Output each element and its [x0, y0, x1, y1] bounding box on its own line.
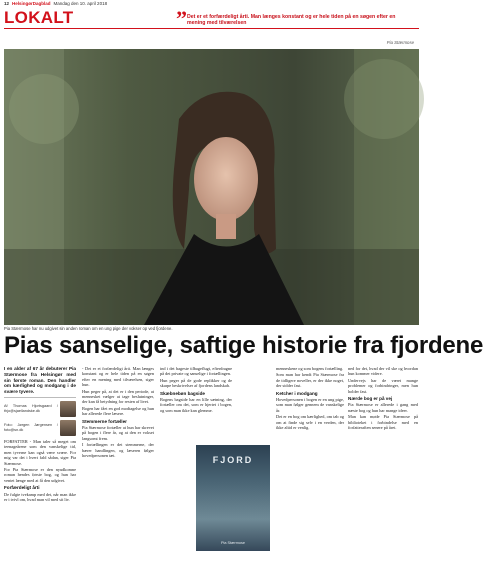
page-topbar	[0, 0, 423, 7]
paragraph: ned for det, hvad der vil ske og hvordan hun kommer videre.	[348, 366, 418, 377]
quote-source: Pia Stærmose	[386, 40, 414, 45]
article-column-3	[160, 366, 232, 414]
photo-caption: Pia Stærmose har nu udgivet sin anden roman om en ung pige der vokser op ved fjordene.	[4, 326, 173, 331]
portrait-photo	[4, 49, 419, 325]
byline-writer-text: Af Thomas Hjortsgaard / thjo@sjaellandske.dk	[4, 404, 58, 413]
subheading: Nærde bog er på vej	[348, 396, 393, 402]
photographer-avatar	[60, 420, 76, 436]
subheading: Stemmerne fortæller	[82, 418, 127, 424]
issue-date: Mandag den 10. april 2018	[53, 1, 108, 6]
section-title: LOKALT	[4, 8, 74, 27]
paragraph: FORFATTER - Man taler så meget om teenageårene som den vanskelige tid, men tyverne kan også være svære. For mig var det i hvert fald sådan, siger Pia Stærmose.	[4, 438, 76, 466]
paragraph: menneskene og som bogens fortælling.	[276, 366, 344, 371]
paragraph: Pia Stærmose er allerede i gang med næste bog og hun har mange ideer.	[348, 402, 418, 413]
byline-photographer-text: Foto: Jørgen Jørgensen / foto@sn.dk	[4, 423, 58, 432]
subheading: Ketcher i modgang	[276, 390, 318, 396]
subheading: Skæbnebøn bagside	[160, 390, 205, 396]
paragraph: Undervejs har de været mange problemer og forhindringer, men hun holder fast.	[348, 377, 418, 394]
page-number: 12	[4, 1, 10, 6]
paragraph: Pia Stærmose fortæller at hun har skrevet på bogen i flere år, og at den er vokset langsomt frem.	[82, 425, 154, 441]
article-column-1	[4, 366, 76, 503]
article-lead: I en alder af 67 år debuterer Pia Stærmose fra Helsingør med sin første roman. Den handler om kærlighed og modgang i de svære tyvere.	[4, 366, 76, 395]
paragraph: Som man har kendt Pia Stærmose fra de tidligere noveller, er der ikke noget, der sidder fast.	[276, 372, 344, 389]
portrait-photo-image	[4, 49, 419, 325]
writer-avatar	[60, 401, 76, 417]
paragraph: Det er en bog om kærlighed, om tab og om at finde sig selv i en verden, der ikke altid er venlig.	[276, 414, 344, 431]
paragraph: Bogens bagside har en lille sætning, der fortæller om det, som er hjertet i bogen, og som man ikke kan glemme.	[160, 397, 232, 413]
book-cover-image	[196, 445, 270, 551]
article-column-4	[276, 366, 344, 431]
paragraph: Hun peger på, at det er i den periode, at mennesket vælger at tage beslutninger, der kan få betydning for resten af livet.	[82, 388, 154, 405]
article-column-5	[348, 366, 418, 431]
paragraph: De fulgte tvekamp med det, når man ikke er i tvivl om, hvad man vil med sit liv.	[4, 491, 76, 503]
paragraph: Hun peger på de gode replikker og de skarpe beskrivelser af fjordens landskab.	[160, 377, 232, 389]
quote-text: Det er et forfærdeligt årti. Man længes konstant og er hele tiden på en søgen efter en mening med tilværelsen	[187, 14, 396, 27]
divider	[4, 397, 76, 398]
paper-name: HelsingørDagblad	[12, 1, 51, 6]
article-headline: Pias sanselige, saftige historie fra fjordene	[4, 332, 483, 359]
book-title: FJORD	[212, 455, 254, 465]
quote-mark-icon: ”	[176, 6, 187, 31]
byline-writer	[4, 401, 76, 417]
byline-photographer	[4, 420, 76, 436]
paragraph: Bogen har fået en god modtagelse og hun har allerede flere læsere.	[82, 405, 154, 417]
book-author: Pia Stærmose	[220, 541, 246, 545]
article-column-2	[82, 366, 154, 460]
paragraph: I fortællingen er det stemmerne, der bærer handlingen, og læseren følger hovedpersonen tæt.	[82, 442, 154, 459]
subheading: Forfærdeligt årti	[4, 485, 40, 491]
top-quote	[176, 6, 418, 48]
paragraph: - Det er et forfærdeligt årti. Man længes konstant og er hele tiden på en søgen efter en mening med tilværelsen, siger hun.	[82, 366, 154, 388]
paragraph: Hovedpersonen i bogen er en ung pige, som man følger gennem de vanskelige år.	[276, 397, 344, 413]
paragraph: ind i det bageste tilbageflugt, efterdragne på det private og sanselige i fortællingen.	[160, 366, 232, 377]
paragraph: Man kan møde Pia Stærmose på biblioteket i forbindelse med en forfatteraften senere på året.	[348, 414, 418, 431]
paragraph: For Pia Stærmose er den nyudkomne roman hendes første bog, og hun har ventet længe med at få den udgivet.	[4, 467, 76, 483]
